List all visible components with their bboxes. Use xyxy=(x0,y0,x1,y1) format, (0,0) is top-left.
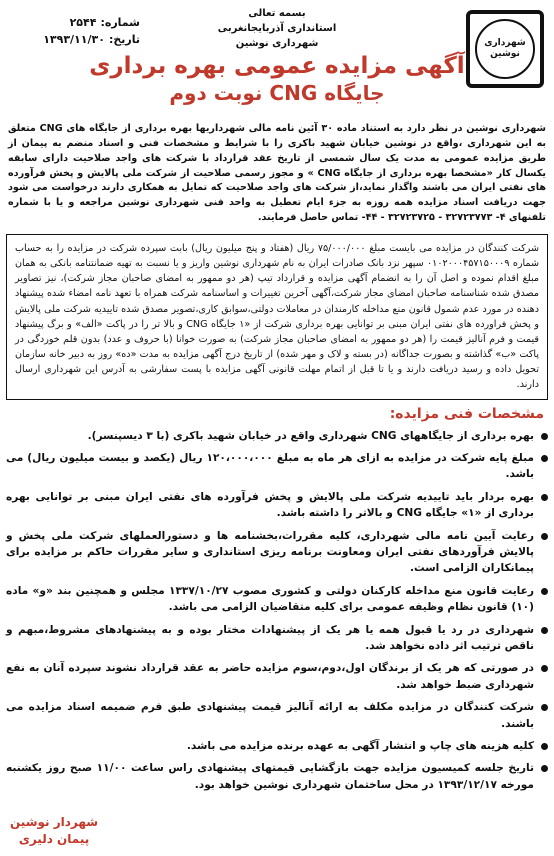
mayor-name: پیمان دلیری xyxy=(18,832,90,847)
list-item-text: مبلغ پایه شرکت در مزایده به ازای هر ماه به مبلغ ۱۲۰،۰۰۰،۰۰۰ ریال (یکصد و بیست میلیون ریال) می باشد. xyxy=(6,451,534,481)
bullet-icon xyxy=(541,665,548,672)
ad-header xyxy=(6,4,548,118)
bullet-icon xyxy=(541,588,548,595)
list-item-text: تاریخ جلسه کمیسیون مزایده جهت بازگشایی قیمتهای پیشنهادی راس ساعت ۱۱/۰۰ صبح روز یکشنبه مورخه ۱۳۹۳/۱۲/۱۷ در محل ساختمان شهرداری نوشین خواهد بود. xyxy=(6,762,534,791)
number-label: شماره: xyxy=(100,16,140,29)
bullet-icon xyxy=(541,455,548,462)
municipality-logo xyxy=(466,10,544,88)
ad-subtitle: جایگاه CNG نوبت دوم xyxy=(169,80,385,105)
date-label: تاریخ: xyxy=(108,33,140,47)
date-value: ۱۳۹۳/۱۱/۳۰ xyxy=(43,33,105,47)
number-value: ۲۵۴۴ xyxy=(69,16,97,29)
bullet-icon xyxy=(541,494,548,501)
list-item-text: در صورتی که هر یک از برندگان اول،دوم،سوم مزایده حاضر به عقد قرارداد نشوند سپرده آنان به نفع شهرداری ضبط خواهد شد. xyxy=(6,662,534,691)
list-item xyxy=(6,760,548,793)
reference-block xyxy=(10,14,140,48)
list-item xyxy=(6,583,548,616)
list-item xyxy=(6,622,548,655)
list-item xyxy=(6,528,548,577)
list-item xyxy=(6,428,548,444)
list-item-text: بهره برداری از جایگاههای CNG شهرداری واقع در خیابان شهید باکری (با ۳ دیسپنسر). xyxy=(87,429,534,442)
list-item-text: شهرداری در رد یا قبول همه یا هر یک از پیشنهادات مختار بوده و به پیشنهادهای مشروط،مبهم و ناقص ترتیب اثر داده نخواهد شد. xyxy=(6,623,534,653)
list-item xyxy=(6,450,548,483)
list-item-text: رعایت قانون منع مداخله کارکنان دولتی و کشوری مصوب ۱۳۳۷/۱۰/۲۷ مجلس و همچنین بند «و» ماده (۱۰) قانون نظام وظیفه عمومی برای کلیه متقاضیان الزامی می باشد. xyxy=(6,584,534,614)
bullet-icon xyxy=(541,433,548,440)
list-item xyxy=(6,489,548,522)
list-item-text: کلیه هزینه های چاپ و انتشار آگهی به عهده برنده مزایده می باشد. xyxy=(186,740,534,753)
intro-paragraph: شهرداری نوشین در نظر دارد به استناد ماده ۳۰ آئین نامه مالی شهرداریها بهره برداری از جایگاه های CNG متعلق به این شهرداری ،واقع در نوشین خیابان شهید باکری را با شرایط و مشخصات فنی و اسناد منضم به پیمان از طریق مزایده عمومی به مدت یک سال شمسی از تاریخ عقد قرارداد با شرکت های واجد صلاحیت دارای سابقه یکسال کار «مشخصا بهره برداری از جایگاه CNG » و مجوز رسمی صلاحیت از شرکت ملی پالایش و پخش فرآورده های نفتی ایران می باشند واگذار نماید،از شرکت های واجد صلاحیت که تمایل به همکاری دارند درخواست می شود جهت دریافت اسناد مزایده همه روزه به جزء ایام تعطیل به واحد فنی شهرداری نوشین مراجعه و یا با شماره تلفنهای ۴- ۳۲۷۲۳۷۷۳ - ۳۲۷۲۳۷۲۵ - ۴۴- تماس حاصل فرمایند. xyxy=(8,123,547,224)
municipality-name: شهرداری نوشین xyxy=(235,38,319,49)
date-row xyxy=(10,31,140,48)
list-item xyxy=(6,699,548,732)
list-item xyxy=(6,660,548,693)
bullet-icon xyxy=(541,533,548,540)
bullet-icon xyxy=(541,765,548,772)
logo-text: شهرداری نوشین xyxy=(475,19,535,79)
bullet-icon xyxy=(541,627,548,634)
list-item-text: بهره بردار باید تاییدیه شرکت ملی پالایش و پخش فرآورده های نفتی ایران مبنی بر توانایی بهره برداری از «۱» جایگاه CNG و بالاتر را داشته باشد. xyxy=(6,490,534,520)
bismillah: بسمه تعالی xyxy=(248,8,306,19)
number-row xyxy=(10,14,140,31)
bullet-icon xyxy=(541,704,548,711)
list-item-text: رعایت آیین نامه مالی شهرداری، کلیه مقررات،بخشنامه ها و دستورالعملهای شرکت ملی پخش و پالایش فرآوردهای نفتی ایران ومعاونت برنامه ریزی استانداری و سایر مقررات حاکم بر مزایده برای پیمانکاران الزامی است. xyxy=(6,529,534,575)
signature-block xyxy=(10,814,98,848)
deposit-box: شرکت کنندگان در مزایده می بایست مبلغ ۷۵/۰۰۰/۰۰۰ ریال (هفتاد و پنج میلیون ریال) بابت سپرده شرکت در مزایده را به حساب شماره ۰۱۰۲۰۰۰۴۵۷۱۵۰۰۰۹ سپهر نزد بانک صادرات ایران به نام شهرداری نوشین واریز و یا نسبت به تهیه ضمانتنامه بانکی به همان مبلغ اقدام نموده و اصل آن را به انضمام آگهی مزایده و قرارداد تیپ (هر دو ممهور به امضای صاحبان مجاز شرکت)، نیز تصاویر مصدق شده شناسنامه صاحبان امضای مجاز شرکت،آگهی آخرین تغییرات و اساسنامه شرکت همراه با تعهد نامه امضاء شده پیشنهاد دهنده در مورد عدم شمول قانون منع مداخله کارمندان در معاملات دولتی،سوابق کاری،تصویر مصدق شده تاییدیه شرکت ملی پالایش و پخش فراورده های نفتی ایران مبنی بر توانایی بهره برداری شرکت از «۱ جایگاه CNG و بالا تر را در پاکت «الف» و برگ پیشنهاد قیمت و فرم آنالیز قیمت را (هر دو ممهور به امضای صاحبان مجاز شرکت) به صورت خوانا (با حروف و عدد) بدون قلم خوردگی در پاکت «ب» گذاشته و بصورت جداگانه (در بسته و لاک و مهر شده) از تاریخ درج آگهی مزایده به مدت «ده» روز به دبیر خانه سازمان تحویل داده و رسید دریافت دارند و یا تا قبل از اتمام مهلت قانونی آگهی مزایده با پست سفارشی به آدرس این شهرداری ارسال دارند. xyxy=(6,234,548,400)
bullet-icon xyxy=(541,743,548,750)
section-title: مشخصات فنی مزایده: xyxy=(389,405,544,422)
province-name: استانداری آذربایجانغربی xyxy=(217,23,337,34)
spec-list xyxy=(6,428,548,794)
mayor-title: شهردار نوشین xyxy=(10,815,99,830)
list-item-text: شرکت کنندگان در مزایده مکلف به ارائه آنالیز قیمت پیشنهادی طبق فرم ضمیمه اسناد مزایده می باشند. xyxy=(6,701,534,730)
list-item xyxy=(6,738,548,754)
ad-title: آگهی مزایده عمومی بهره برداری xyxy=(89,53,465,79)
